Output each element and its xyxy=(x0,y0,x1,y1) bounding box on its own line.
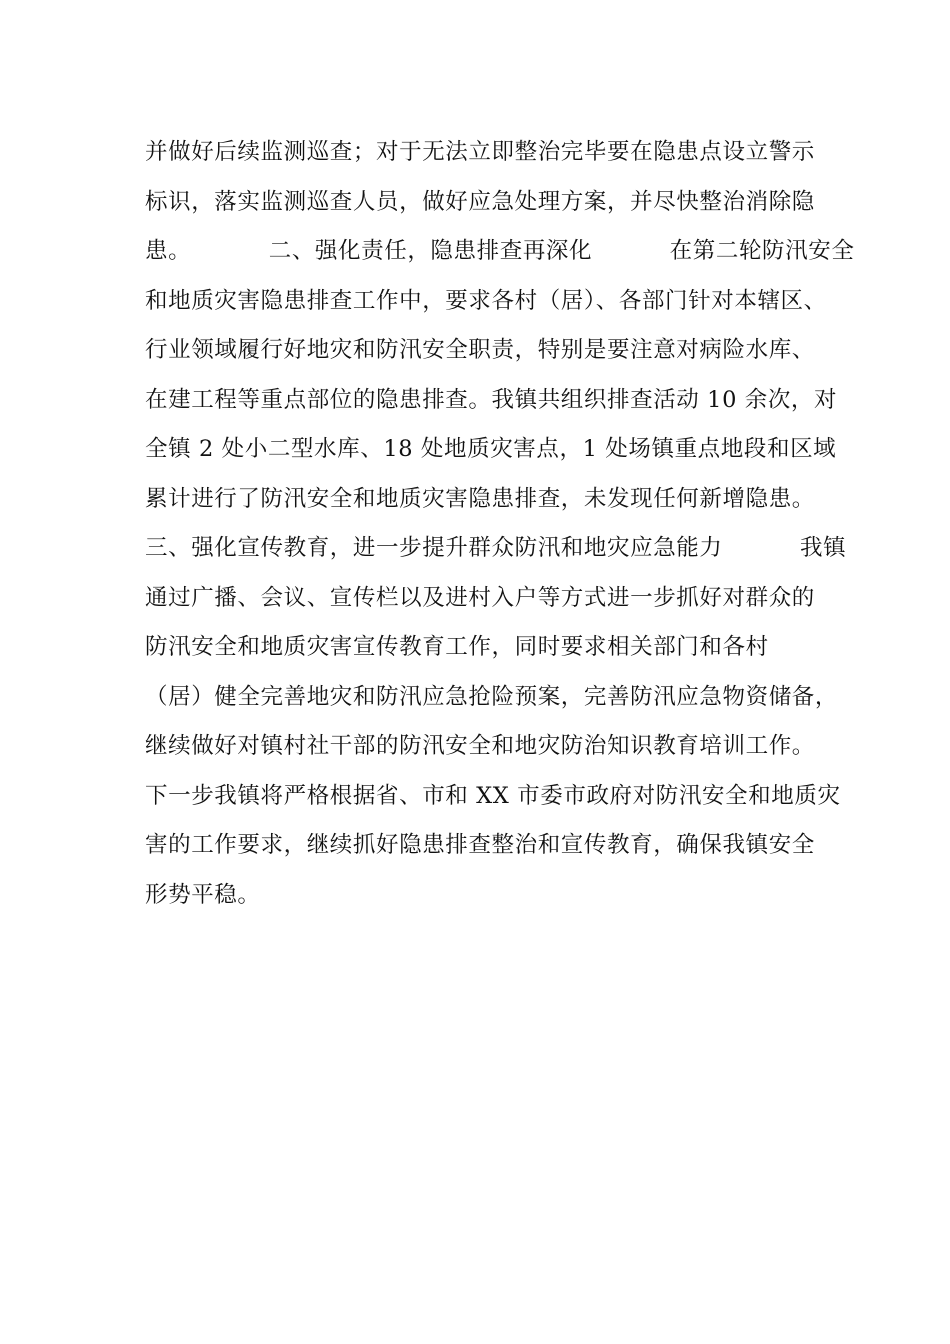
text-line: （居）健全完善地灾和防汛应急抢险预案，完善防汛应急物资储备， xyxy=(145,683,839,710)
text-line: 害的工作要求，继续抓好隐患排查整治和宣传教育，确保我镇安全 xyxy=(145,832,815,858)
text-line: 累计进行了防汛安全和地质灾害隐患排查，未发现任何新增隐患。 xyxy=(145,485,815,512)
text-line: 继续做好对镇村社干部的防汛安全和地灾防治知识教育培训工作。 xyxy=(145,733,815,759)
text-line: 患。 二、强化责任，隐患排查再深化 在第二轮防汛安全 xyxy=(145,238,855,264)
text-line: 三、强化宣传教育，进一步提升群众防汛和地灾应急能力 我镇 xyxy=(145,535,847,561)
body-text xyxy=(145,128,855,920)
text-line: 和地质灾害隐患排查工作中，要求各村（居）、各部门针对本辖区、 xyxy=(145,287,827,314)
text-line: 并做好后续监测巡查；对于无法立即整治完毕要在隐患点设立警示 xyxy=(145,139,815,165)
text-line: 在建工程等重点部位的隐患排查。我镇共组织排查活动 10 余次，对 xyxy=(145,386,838,413)
text-line: 下一步我镇将严格根据省、市和 XX 市委市政府对防汛安全和地质灾 xyxy=(145,782,841,809)
text-line: 行业领域履行好地灾和防汛安全职责，特别是要注意对病险水库、 xyxy=(145,337,815,363)
text-line: 防汛安全和地质灾害宣传教育工作，同时要求相关部门和各村 xyxy=(145,634,769,660)
text-line: 形势平稳。 xyxy=(145,881,261,908)
text-line: 通过广播、会议、宣传栏以及进村入户等方式进一步抓好对群众的 xyxy=(145,584,815,611)
text-line: 标识，落实监测巡查人员，做好应急处理方案，并尽快整治消除隐 xyxy=(145,188,815,215)
text-line: 全镇 2 处小二型水库、18 处地质灾害点，1 处场镇重点地段和区域 xyxy=(145,436,837,462)
